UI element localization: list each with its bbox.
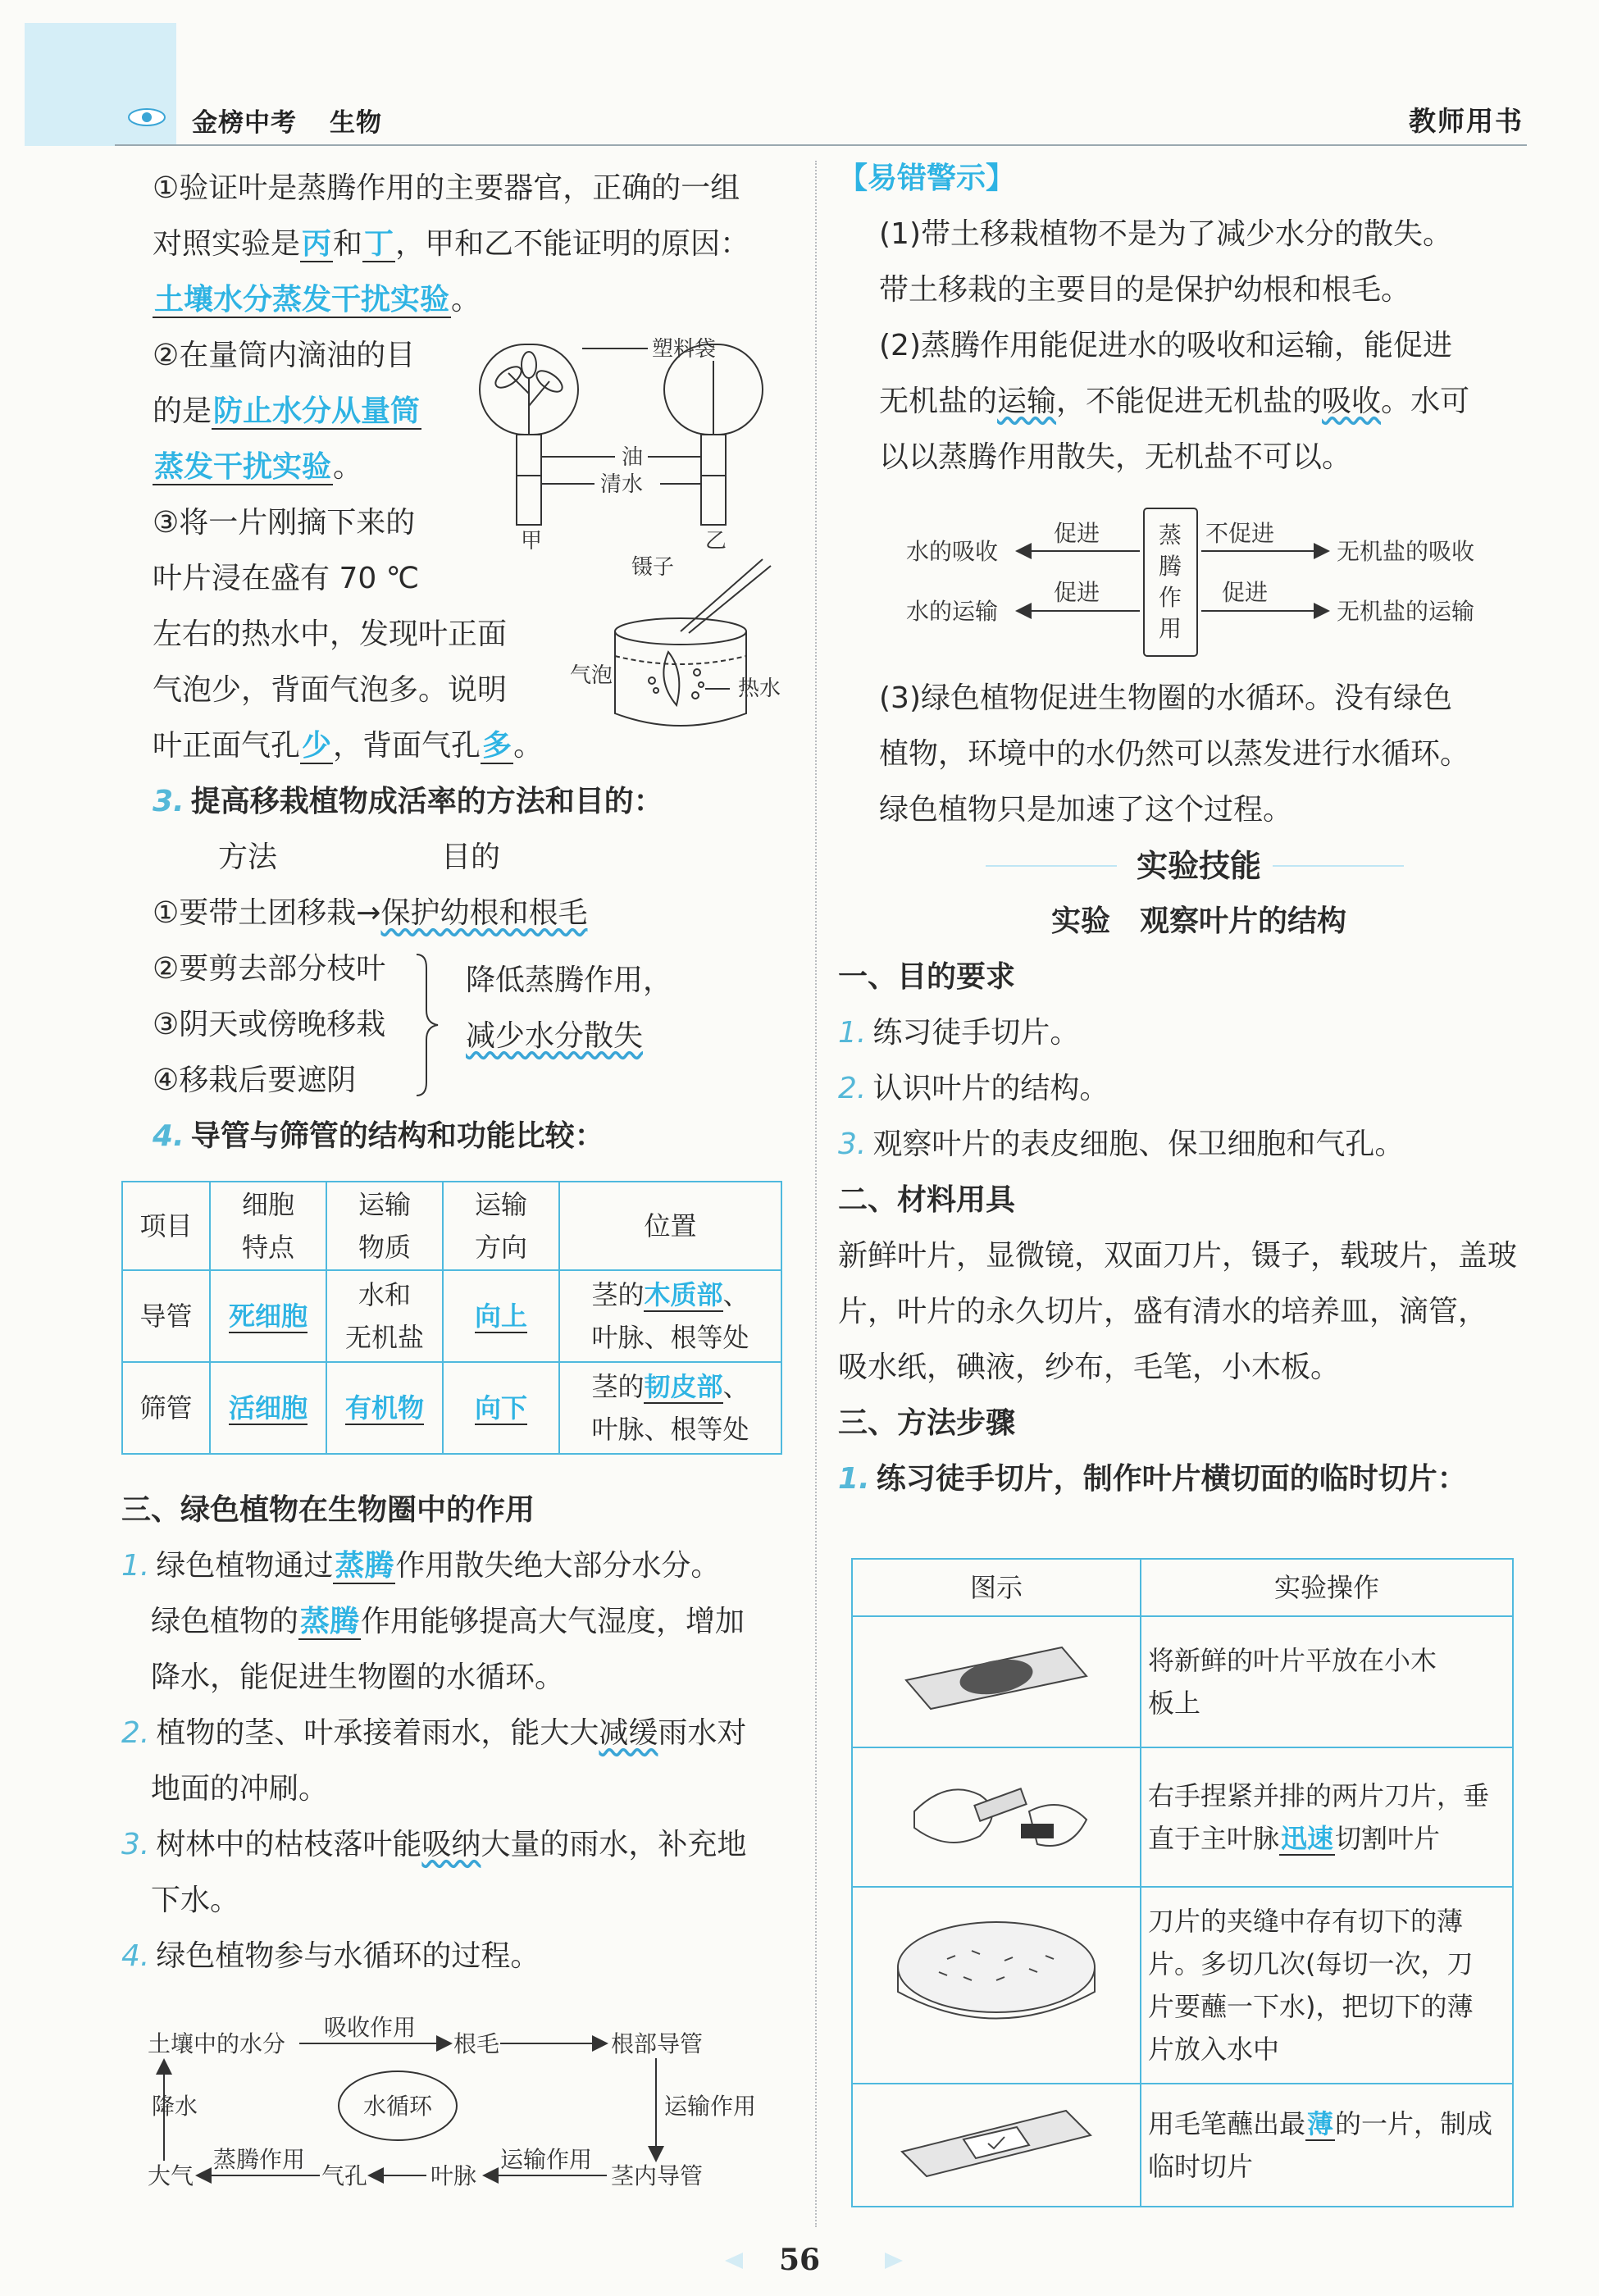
l-s3-r2: ②要剪去部分枝叶 xyxy=(153,952,386,986)
left-column-lower xyxy=(121,1483,802,1984)
l-item2-a: ②在量筒内滴油的目 xyxy=(153,339,416,372)
l-g2-b: 地面的冲刷。 xyxy=(151,1772,329,1806)
cycle-soil: 土壤中的水分 xyxy=(148,2030,286,2057)
l-g4-title: 4. 绿色植物参与水循环的过程。 xyxy=(121,1939,540,1973)
table-row xyxy=(122,1270,781,1362)
fig1-water: 清水 xyxy=(600,472,644,497)
td-r1-pos: 茎的木质部、 叶脉、根等处 xyxy=(559,1270,781,1362)
leaf-on-board-icon xyxy=(898,1631,1095,1721)
fig1-bag: 塑料袋 xyxy=(652,337,717,362)
cycle-transp: 蒸腾作用 xyxy=(213,2146,306,2173)
r-w2-b: 无机盐的运输，不能促进无机盐的吸收。水可 xyxy=(879,385,1470,418)
l-item3-e: 叶正面气孔少，背面气孔多。 xyxy=(153,729,544,763)
r-mat2: 片，叶片的永久切片，盛有清水的培养皿，滴管， xyxy=(838,1295,1488,1328)
th-figure: 图示 xyxy=(852,1559,1141,1616)
fig1-jia: 甲 xyxy=(521,529,543,549)
leaf-bubble-figure xyxy=(566,549,795,746)
td-r2-name: 筛管 xyxy=(122,1362,210,1454)
fig2-bubble: 气泡 xyxy=(570,663,613,688)
header-right: 教师用书 xyxy=(1409,105,1524,137)
diag-promote3: 促进 xyxy=(1222,579,1269,606)
l-g1-c: 降水，能促进生物圈的水循环。 xyxy=(151,1660,565,1694)
diag-promote2: 促进 xyxy=(1054,579,1100,606)
cutting-hands-icon xyxy=(898,1762,1095,1861)
l-g1-a: 1. 绿色植物通过蒸腾作用散失绝大部分水分。 xyxy=(121,1549,721,1583)
next-arrow-icon xyxy=(882,2251,906,2271)
slide-icon xyxy=(894,2094,1099,2184)
right-column-lower xyxy=(838,671,1560,1507)
table-row xyxy=(852,1887,1513,2084)
l-sec3: 三、绿色植物在生物圈中的作用 xyxy=(121,1493,535,1527)
table-row xyxy=(852,2084,1513,2207)
fig2-tweezers: 镊子 xyxy=(631,555,675,580)
diag-box-3: 作 xyxy=(1159,584,1182,611)
l-item1-a: ①验证叶是蒸腾作用的主要器官，正确的一组 xyxy=(153,171,740,205)
table-row xyxy=(852,1559,1513,1616)
td-r2-cell: 活细胞 xyxy=(210,1362,326,1454)
table-row xyxy=(852,1747,1513,1887)
table-row xyxy=(122,1362,781,1454)
l-g2-a: 2. 植物的茎、叶承接着雨水，能大大减缓雨水对 xyxy=(121,1716,747,1750)
diag-box-4: 用 xyxy=(1159,615,1182,642)
r-skill: 实验技能 xyxy=(1136,848,1261,884)
cycle-vein: 叶脉 xyxy=(430,2162,477,2189)
diag-box-2: 腾 xyxy=(1159,553,1182,580)
cycle-transport1: 运输作用 xyxy=(664,2093,757,2120)
table-row xyxy=(852,1616,1513,1747)
th-item: 项目 xyxy=(122,1182,210,1270)
cycle-roothair: 根毛 xyxy=(453,2030,500,2057)
l-s3-r3: ③阴天或傍晚移栽 xyxy=(153,1008,386,1041)
r-w1-a: (1)带土移栽植物不是为了减少水分的散失。 xyxy=(879,217,1452,251)
fig2-hot: 热水 xyxy=(738,676,781,701)
l-s3-r1: ①要带土团移栽→保护幼根和根毛 xyxy=(153,896,588,930)
r-t3: 3. 观察叶片的表皮细胞、保卫细胞和气孔。 xyxy=(838,1128,1405,1161)
r-w3-c: 绿色植物只是加速了这个过程。 xyxy=(879,793,1293,827)
l-s3-goal2: 减少水分散失 xyxy=(466,1019,644,1053)
step2-op: 右手捏紧并排的两片刀片，垂 直于主叶脉迅速切割叶片 xyxy=(1141,1747,1513,1887)
th-cell: 细胞 特点 xyxy=(210,1182,326,1270)
r-s2: 二、材料用具 xyxy=(838,1183,1016,1217)
td-r2-pos: 茎的韧皮部、 叶脉、根等处 xyxy=(559,1362,781,1454)
diag-water-trans: 水的运输 xyxy=(906,598,999,625)
l-item1-b: 对照实验是丙和丁，甲和乙不能证明的原因： xyxy=(153,227,750,261)
page-number: 56 xyxy=(778,2243,821,2277)
l-g3-b: 下水。 xyxy=(151,1884,240,1917)
step3-op: 刀片的夹缝中存有切下的薄 片。多切几次(每切一次，刀 片要蘸一下水)，把切下的薄 片放入水中 xyxy=(1141,1887,1513,2084)
r-mat1: 新鲜叶片，显微镜，双面刀片，镊子，载玻片，盖玻 xyxy=(838,1239,1518,1273)
l-s3-title: 3. 提高移栽植物成活率的方法和目的： xyxy=(153,785,663,818)
right-column xyxy=(838,151,1560,485)
header-title xyxy=(192,102,415,139)
r-w2-c: 以以蒸腾作用散失，无机盐不可以。 xyxy=(879,440,1352,474)
diag-not-promote: 不促进 xyxy=(1205,520,1275,547)
cycle-stemvessel: 茎内导管 xyxy=(611,2162,704,2189)
petri-dish-icon xyxy=(890,1902,1103,2057)
header-rule xyxy=(115,144,1527,146)
cycle-transport2: 运输作用 xyxy=(500,2146,593,2173)
fig1-yi: 乙 xyxy=(705,529,727,549)
l-item2-b: 的是防止水分从量筒 xyxy=(153,394,421,428)
l-s3-group xyxy=(153,941,800,1109)
steps-table xyxy=(851,1558,1514,2207)
header-subject: 生物 xyxy=(330,108,382,138)
td-r1-mat: 水和 无机盐 xyxy=(326,1270,443,1362)
l-s4-title: 4. 导管与筛管的结构和功能比较： xyxy=(153,1119,604,1153)
cycle-air: 大气 xyxy=(148,2162,194,2189)
cycle-rootvessel: 根部导管 xyxy=(611,2030,704,2057)
l-item3-a: ③将一片刚摘下来的 xyxy=(153,506,416,540)
step2-figure xyxy=(852,1747,1141,1887)
td-r2-mat: 有机物 xyxy=(326,1362,443,1454)
fig1-oil: 油 xyxy=(622,445,644,470)
th-operation: 实验操作 xyxy=(1141,1559,1513,1616)
l-item2-c: 蒸发干扰实验。 xyxy=(154,450,363,484)
diag-box-1: 蒸 xyxy=(1159,522,1182,549)
brace-icon xyxy=(413,951,441,1099)
cycle-stoma: 气孔 xyxy=(321,2162,368,2189)
r-w2-a: (2)蒸腾作用能促进水的吸收和运输，能促进 xyxy=(879,329,1452,362)
r-mat3: 吸水纸，碘液，纱布，毛笔，小木板。 xyxy=(838,1351,1341,1384)
th-dir: 运输 方向 xyxy=(443,1182,559,1270)
cycle-rain: 降水 xyxy=(152,2093,198,2120)
th-mat: 运输 物质 xyxy=(326,1182,443,1270)
td-r1-dir: 向上 xyxy=(443,1270,559,1362)
transpiration-figure xyxy=(459,328,787,549)
r-w1-b: 带土移栽的主要目的是保护幼根和根毛。 xyxy=(879,273,1411,307)
diag-water-absorb: 水的吸收 xyxy=(906,538,999,565)
r-t2: 2. 认识叶片的结构。 xyxy=(838,1072,1109,1105)
r-st-title: 1. 练习徒手切片，制作叶片横切面的临时切片： xyxy=(838,1462,1467,1496)
td-r1-cell: 死细胞 xyxy=(210,1270,326,1362)
eye-logo-icon xyxy=(127,107,166,128)
cycle-center: 水循环 xyxy=(363,2093,433,2120)
r-warn-title: 【易错警示】 xyxy=(838,162,1016,195)
td-r2-dir: 向下 xyxy=(443,1362,559,1454)
r-s3: 三、方法步骤 xyxy=(838,1406,1016,1440)
transpiration-effect-diagram xyxy=(894,500,1517,664)
table-row xyxy=(122,1182,781,1270)
l-g1-b: 绿色植物的蒸腾作用能够提高大气湿度，增加 xyxy=(151,1605,745,1638)
step1-op: 将新鲜的叶片平放在小木 板上 xyxy=(1141,1616,1513,1747)
l-g3-a: 3. 树林中的枯枝落叶能吸纳大量的雨水，补充地 xyxy=(121,1828,747,1861)
th-pos: 位置 xyxy=(559,1182,781,1270)
diag-salt-trans: 无机盐的运输 xyxy=(1337,598,1475,625)
r-w3-a: (3)绿色植物促进生物圈的水循环。没有绿色 xyxy=(879,681,1452,715)
column-divider xyxy=(815,161,817,2227)
r-exp-title: 实验 观察叶片的结构 xyxy=(1050,904,1346,938)
l-item3-c: 左右的热水中，发现叶正面 xyxy=(153,617,508,651)
r-w3-b: 植物，环境中的水仍然可以蒸发进行水循环。 xyxy=(879,737,1470,771)
step1-figure xyxy=(852,1616,1141,1747)
l-item3-b: 叶片浸在盛有 70 ℃ xyxy=(153,562,420,595)
step4-figure xyxy=(852,2084,1141,2207)
step4-op: 用毛笔蘸出最薄的一片，制成 临时切片 xyxy=(1141,2084,1513,2207)
l-s3-goal1: 降低蒸腾作用， xyxy=(466,963,673,997)
td-r1-name: 导管 xyxy=(122,1270,210,1362)
l-item3-d: 气泡少，背面气泡多。说明 xyxy=(153,673,508,707)
header-brand: 金榜中考 xyxy=(192,108,297,138)
r-t1: 1. 练习徒手切片。 xyxy=(838,1016,1080,1050)
step3-figure xyxy=(852,1887,1141,2084)
water-cycle-diagram xyxy=(148,2009,771,2198)
l-s3-r4: ④移栽后要遮阴 xyxy=(153,1064,357,1097)
diag-promote1: 促进 xyxy=(1054,520,1100,547)
l-item1-c: 土壤水分蒸发干扰实验。 xyxy=(154,283,481,317)
vessel-table xyxy=(121,1181,782,1455)
cycle-absorb: 吸收作用 xyxy=(324,2014,417,2041)
r-s1: 一、目的要求 xyxy=(838,960,1016,994)
diag-salt-absorb: 无机盐的吸收 xyxy=(1337,538,1475,565)
l-s3-head: 方法 目的 xyxy=(218,840,501,874)
skill-banner xyxy=(838,838,1560,894)
